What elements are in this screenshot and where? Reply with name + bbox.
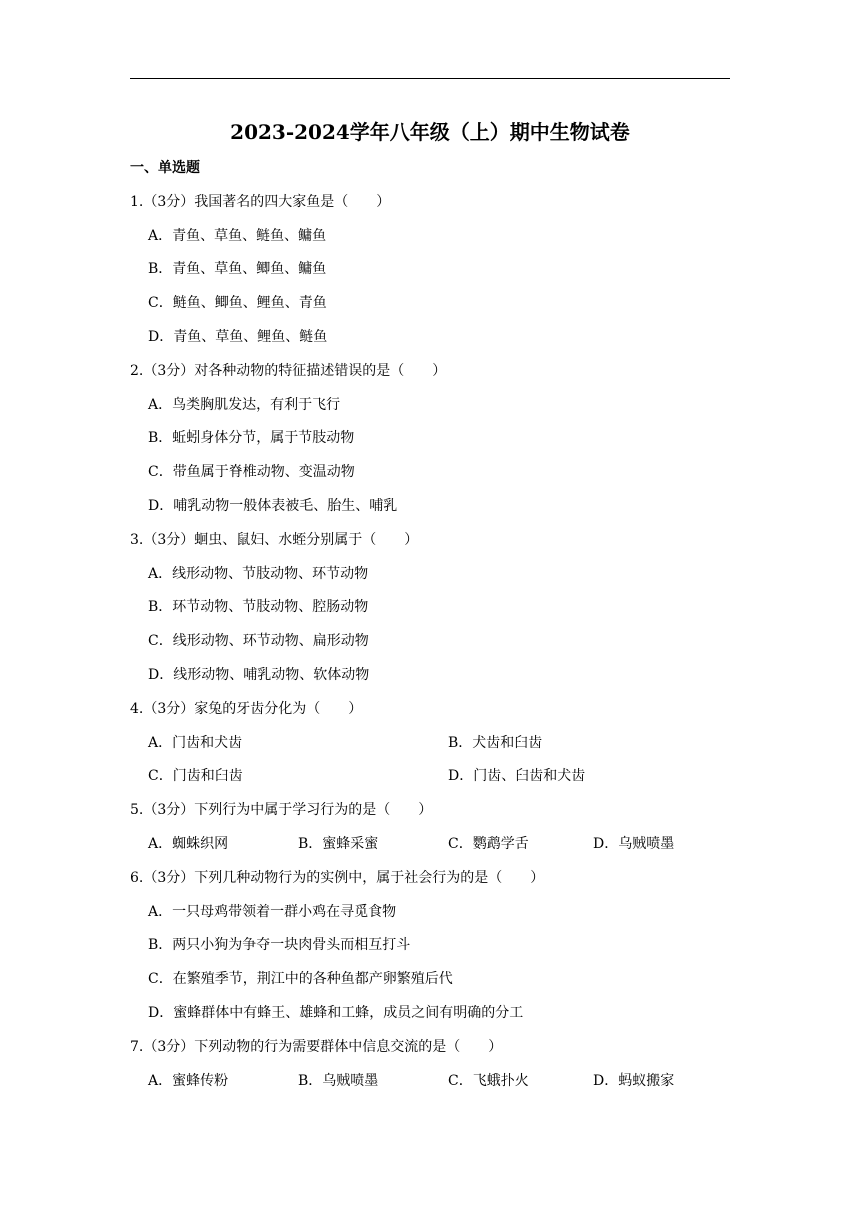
q2-option-a: A．鸟类胸肌发达，有利于飞行 <box>148 397 341 413</box>
q5-option-a: A．蜘蛛织网 <box>148 836 229 852</box>
q1-option-a: A．青鱼、草鱼、鲢鱼、鳙鱼 <box>148 228 327 244</box>
page-title: 2023-2024学年八年级（上）期中生物试卷 <box>230 120 630 144</box>
q5-option-c: C．鹦鹉学舌 <box>448 836 529 852</box>
question-7: 7.（3分）下列动物的行为需要群体中信息交流的是（ ） <box>130 1039 503 1055</box>
q3-option-a: A．线形动物、节肢动物、环节动物 <box>148 566 369 582</box>
question-3: 3.（3分）蛔虫、鼠妇、水蛭分别属于（ ） <box>130 532 419 548</box>
q4-option-d: D．门齿、臼齿和犬齿 <box>448 768 586 784</box>
q7-option-b: B．乌贼喷墨 <box>298 1073 379 1089</box>
question-2: 2.（3分）对各种动物的特征描述错误的是（ ） <box>130 363 447 379</box>
q3-option-c: C．线形动物、环节动物、扁形动物 <box>148 633 369 649</box>
q6-option-a: A．一只母鸡带领着一群小鸡在寻觅食物 <box>148 904 397 920</box>
q5-option-d: D．乌贼喷墨 <box>593 836 675 852</box>
q6-option-b: B．两只小狗为争夺一块肉骨头而相互打斗 <box>148 937 411 953</box>
question-1: 1.（3分）我国著名的四大家鱼是（ ） <box>130 194 391 210</box>
q2-option-d: D．哺乳动物一般体表被毛、胎生、哺乳 <box>148 498 398 514</box>
q7-option-c: C．飞蛾扑火 <box>448 1073 529 1089</box>
q3-option-b: B．环节动物、节肢动物、腔肠动物 <box>148 599 369 615</box>
q2-option-c: C．带鱼属于脊椎动物、变温动物 <box>148 464 355 480</box>
q1-option-d: D．青鱼、草鱼、鲤鱼、鲢鱼 <box>148 329 328 345</box>
q6-option-c: C．在繁殖季节，荆江中的各种鱼都产卵繁殖后代 <box>148 971 453 987</box>
q3-option-d: D．线形动物、哺乳动物、软体动物 <box>148 667 370 683</box>
q4-option-b: B．犬齿和臼齿 <box>448 735 543 751</box>
q7-option-d: D．蚂蚁搬家 <box>593 1073 675 1089</box>
q5-option-b: B．蜜蜂采蜜 <box>298 836 379 852</box>
q4-option-c: C．门齿和臼齿 <box>148 768 243 784</box>
section-heading: 一、单选题 <box>130 160 200 176</box>
q7-option-a: A．蜜蜂传粉 <box>148 1073 229 1089</box>
q6-option-d: D．蜜蜂群体中有蜂王、雄蜂和工蜂，成员之间有明确的分工 <box>148 1005 524 1021</box>
q4-option-a: A．门齿和犬齿 <box>148 735 243 751</box>
q1-option-b: B．青鱼、草鱼、鲫鱼、鳙鱼 <box>148 261 327 277</box>
header-rule <box>130 78 730 79</box>
q1-option-c: C．鲢鱼、鲫鱼、鲤鱼、青鱼 <box>148 295 327 311</box>
q2-option-b: B．蚯蚓身体分节，属于节肢动物 <box>148 430 355 446</box>
question-4: 4.（3分）家兔的牙齿分化为（ ） <box>130 701 363 717</box>
question-5: 5.（3分）下列行为中属于学习行为的是（ ） <box>130 802 433 818</box>
question-6: 6.（3分）下列几种动物行为的实例中，属于社会行为的是（ ） <box>130 870 545 886</box>
